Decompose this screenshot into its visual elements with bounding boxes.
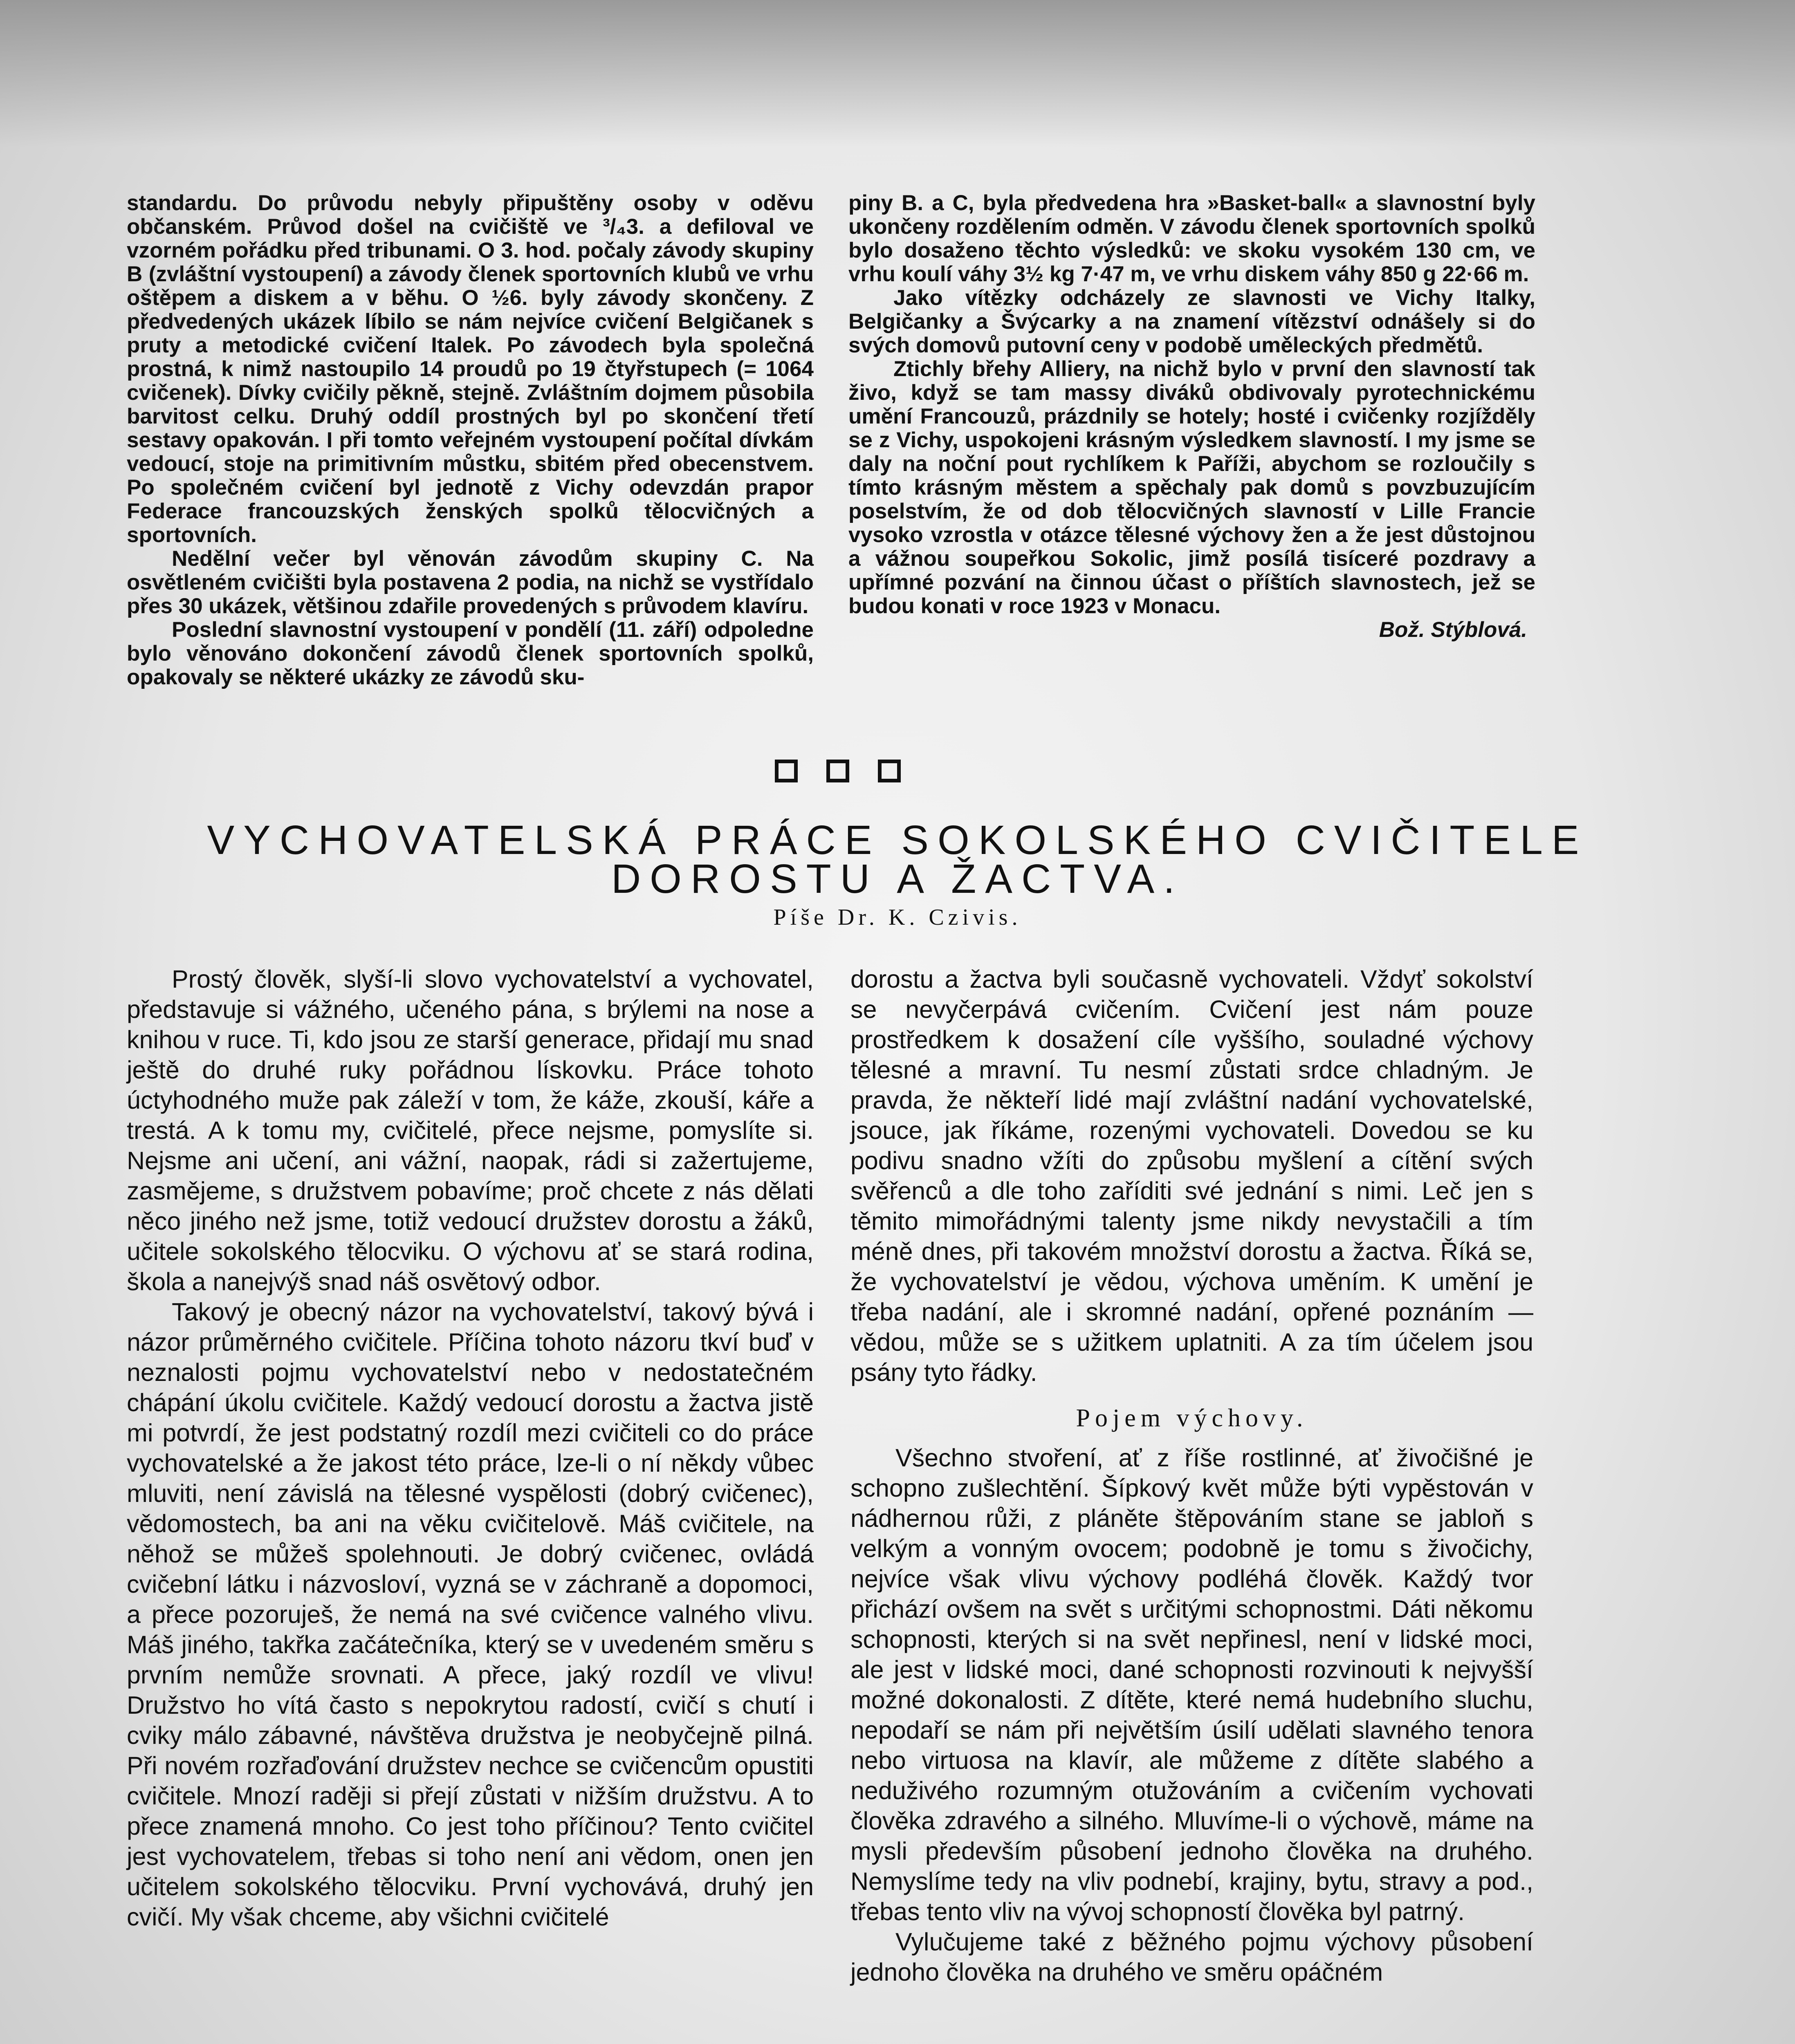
top-left-paragraph-2: Nedělní večer byl věnován závodům skupiny C. Na osvětleném cvičišti byla postavena 2 podia, na nichž se vystřídalo přes 30 ukázek, většinou zdařile provedených s průvodem klavíru. xyxy=(127,547,814,618)
article-title-line-1: VYCHOVATELSKÁ PRÁCE SOKOLSKÉHO CVIČITELE xyxy=(207,817,1588,863)
article-left-paragraph-2: Takový je obecný názor na vychovatelství, takový bývá i názor průměrného cvičitele. Příčina tohoto názoru tkví buď v neznalosti pojmu vychovatelství nebo v nedostatečném chápání úkolu cvičitele. Každý vedoucí dorostu a žactva jistě mi potvrdí, že jest podstatný rozdíl mezi cvičiteli co do práce vychovatelské a že jakost této práce, lze-li o ní někdy vůbec mluviti, není závislá na tělesné vyspělosti (dobrý cvičenec), vědomostech, ba ani na věku cvičitelově. Máš cvičitele, na něhož se můžeš spolehnouti. Je dobrý cvičenec, ovládá cvičební látku i názvosloví, vyzná se v záchraně a dopomoci, a přece pozoruješ, že nemá na své cvičence valného vlivu. Máš jiného, takřka začátečníka, který se v uvedeném směru s prvním nemůže srovnati. A přece, jaký rozdíl ve vlivu! Družstvo ho vítá často s nepokrytou radostí, cvičí s chutí i cviky málo zábavné, návštěva družstva je neobyčejně pilná. Při novém rozřaďování družstev nechce se cvičencům opustiti cvičitele. Mnozí raději si přejí zůstati v nižším družstvu. A to přece znamená mnoho. Co jest toho příčinou? Tento cvičitel jest vychovatelem, třebas si toho není ani vědom, onen jen učitelem sokolského tělocviku. První vychovává, druhý jen cvičí. My však chceme, aby všichni cvičitelé xyxy=(127,1298,814,1931)
divider-square-1 xyxy=(775,760,798,782)
top-left-paragraph-3: Poslední slavnostní vystoupení v pondělí (11. září) odpoledne bylo věnováno dokončení závodů členek sportovních spolků, opakovaly se některé ukázky ze závodů sku- xyxy=(127,618,814,689)
divider-square-2 xyxy=(826,760,849,782)
article-left-paragraph-1: Prostý člověk, slyší-li slovo vychovatelství a vychovatel, představuje si vážného, učeného pána, s brýlemi na nose a knihou v ruce. Ti, kdo jsou ze starší generace, přidají mu snad ještě do druhé ruky pořádnou lískovku. Práce tohoto úctyhodného muže pak záleží v tom, že káže, zkouší, káře a trestá. A k tomu my, cvičitelé, přece nejsme, pomyslíte si. Nejsme ani učení, ani vážní, naopak, rádi si zažertujeme, zasmějeme, s družstvem pobavíme; proč chcete z nás dělati něco jiného než jsme, totiž vedoucí družstev dorostu a žáků, učitele sokolského tělocviku. O výchovu ať se stará rodina, škola a nanejvýš snad náš osvětový odbor. xyxy=(127,965,814,1295)
divider-square-3 xyxy=(878,760,901,782)
top-right-paragraph-1: piny B. a C, byla předvedena hra »Basket-ball« a slavnostní byly ukončeny rozdělením odměn. V závodu členek sportovních spolků bylo dosaženo těchto výsledků: ve skoku vysokém 130 cm, ve vrhu koulí váhy 3½ kg 7·47 m, ve vrhu diskem váhy 850 g 22·66 m. xyxy=(848,191,1535,286)
article-subheading: Pojem výchovy. xyxy=(1076,1404,1308,1432)
article-right-paragraph-3: Vylučujeme také z běžného pojmu výchovy působení jednoho člověka na druhého ve směru opáčném xyxy=(850,1928,1533,1986)
top-right-paragraph-3: Ztichly břehy Alliery, na nichž bylo v první den slavností tak živo, když se tam massy diváků obdivovaly pyrotechnickému umění Francouzů, prázdnily se hotely; hosté i cvičenky rozjížděly se z Vichy, uspokojeni krásným výsledkem slavností. I my jsme se daly na noční pout rychlíkem k Paříži, abychom se rozloučily s tímto krásným městem a spěchaly pak domů s povzbuzujícím poselstvím, že od dob tělocvičných slavností v Lille Francie vysoko vzrostla v otázce tělesné výchovy žen a že jest důstojnou a vážnou soupeřkou Sokolic, jimž posílá tisíceré pozdravy a upřímné pozvání na činnou účast o příštích slavnostech, jež se budou konati v roce 1923 v Monacu. xyxy=(848,357,1535,618)
top-left-paragraph-1: standardu. Do průvodu nebyly připuštěny osoby v oděvu občanském. Průvod došel na cvičiště ve ³/₄3. a defiloval ve vzorném pořádku před tribunami. O 3. hod. počaly závody skupiny B (zvláštní vystoupení) a závody členek sportovních klubů ve vrhu oštěpem a diskem a v běhu. O ½6. byly závody skončeny. Z předvedených ukázek líbilo se nám nejvíce cvičení Belgičanek s pruty a metodické cvičení Italek. Po závodech byla společná prostná, k nimž nastoupilo 14 proudů po 19 čtyřstupech (= 1064 cvičenek). Dívky cvičily pěkně, stejně. Zvláštním dojmem působila barvitost celku. Druhý oddíl prostných byl po skončení třetí sestavy opakován. I při tomto veřejném vystoupení počítal dívkám vedoucí, stoje na primitivním můstku, sbitém před obecenstvem. Po společném cvičení byl jednotě z Vichy odevzdán prapor Federace francouzských ženských spolků tělocvičných a sportovních. xyxy=(127,191,814,547)
article-author: Píše Dr. K. Czivis. xyxy=(773,905,1022,930)
article-right-paragraph-2: Všechno stvoření, ať z říše rostlinné, ať živočišné je schopno zušlechtění. Šípkový květ může býti vypěstován v nádhernou růži, z pláněte štěpováním stane se jabloň s velkým a vonným ovocem; podobně je tomu s živočichy, nejvíce však vlivu výchovy podléhá člověk. Každý tvor přichází ovšem na svět s určitými schopnostmi. Dáti někomu schopnosti, kterých si na svět nepřinesl, není v lidské moci, ale jest v lidské moci, dané schopnosti rozvinouti k nejvyšší možné dokonalosti. Z dítěte, které nemá hudebního sluchu, nepodaří se nám při největším úsilí udělati slavného tenora nebo virtuosa na klavír, ale můžeme z dítěte slabého a neduživého rozumným otužováním a cvičením vychovati člověka zdravého a silného. Mluvíme-li o výchově, máme na mysli především působení jednoho člověka na druhého. Nemyslíme tedy na vliv podnebí, krajiny, bytu, stravy a pod., třebas tento vliv na vývoj schopností člověka byl patrný. xyxy=(850,1444,1533,1925)
top-left-column xyxy=(127,191,814,689)
scan-shadow xyxy=(0,0,1795,147)
top-right-paragraph-2: Jako vítězky odcházely ze slavnosti ve Vichy Italky, Belgičanky a Švýcarky a na znamení vítězství odnášely si do svých domovů putovní ceny v podobě uměleckých předmětů. xyxy=(848,286,1535,357)
article-title-line-2: DOROSTU A ŽACTVA. xyxy=(611,856,1184,902)
article-left-column xyxy=(127,964,814,1932)
signature: Bož. Stýblová. xyxy=(1379,618,1527,642)
top-right-column xyxy=(848,191,1535,642)
article-right-paragraph-1: dorostu a žactva byli současně vychovateli. Vždyť sokolství se nevyčerpává cvičením. Cvičení jest nám pouze prostředkem k dosažení cíle vyššího, souladné výchovy tělesné a mravní. Tu nesmí zůstati srdce chladným. Je pravda, že někteří lidé mají zvláštní nadání vychovatelské, jsouce, jak říkáme, rozenými vychovateli. Dovedou se ku podivu snadno vžíti do způsobu myšlení a cítění svých svěřenců a dle toho zaříditi své jednání s nimi. Leč jen s těmito mimořádnými talenty jsme nikdy nevystačili a tím méně dnes, při takovém množství dorostu a žactva. Říká se, že vychovatelství je vědou, výchova uměním. K umění je třeba nadání, ale i skromné nadání, opřené poznáním — vědou, může se s užitkem uplatniti. A za tím účelem jsou psány tyto řádky. xyxy=(850,965,1533,1386)
section-divider xyxy=(775,760,901,782)
article-right-column xyxy=(850,964,1533,1987)
